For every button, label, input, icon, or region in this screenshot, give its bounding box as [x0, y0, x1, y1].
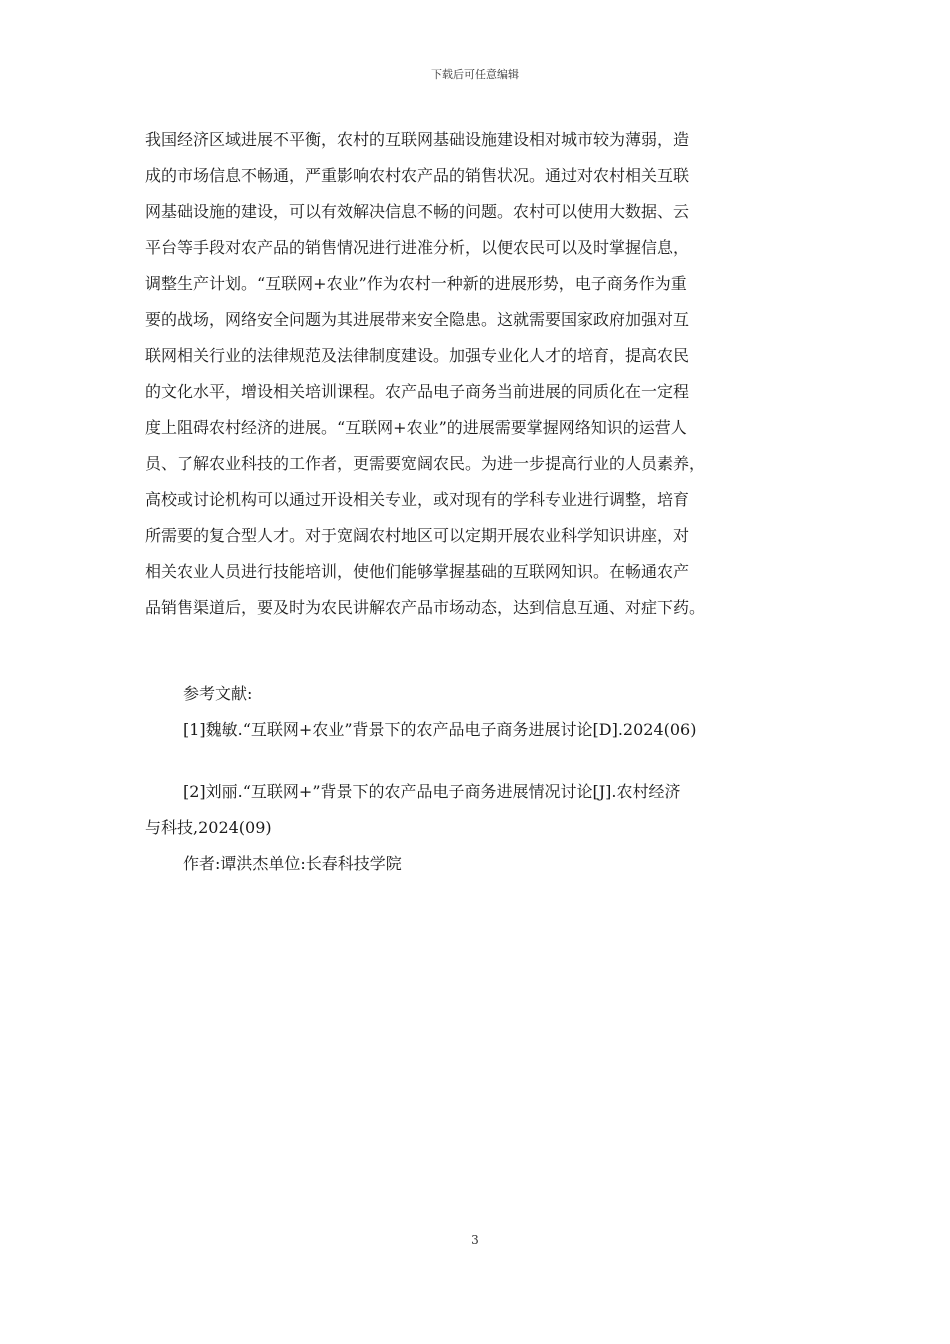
reference-item-2-line-1: [2]刘丽.“互联网+”背景下的农产品电子商务进展情况讨论[J].农村经济 — [183, 782, 681, 801]
body-line: 调整生产计划。“互联网+农业”作为农村一种新的进展形势，电子商务作为重 — [145, 274, 687, 293]
references-heading: 参考文献: — [183, 684, 253, 703]
reference-spacer — [145, 748, 805, 774]
body-line: 度上阻碍农村经济的进展。“互联网+农业”的进展需要掌握网络知识的运营人 — [145, 418, 687, 437]
body-line: 平台等手段对农产品的销售情况进行进准分析，以便农民可以及时掌握信息， — [145, 238, 690, 257]
references-section — [145, 676, 805, 882]
page-number: 3 — [471, 1233, 479, 1247]
body-line: 的文化水平，增设相关培训课程。农产品电子商务当前进展的同质化在一定程 — [145, 382, 690, 401]
reference-item-2-line-2: 与科技,2024(09) — [145, 818, 272, 837]
body-line: 相关农业人员进行技能培训，使他们能够掌握基础的互联网知识。在畅通农产 — [145, 562, 690, 581]
body-line: 网基础设施的建设，可以有效解决信息不畅的问题。农村可以使用大数据、云 — [145, 202, 690, 221]
page-header-note: 下载后可任意编辑 — [431, 68, 519, 81]
body-paragraph — [145, 122, 805, 626]
body-line: 要的战场，网络安全问题为其进展带来安全隐患。这就需要国家政府加强对互 — [145, 310, 690, 329]
body-line: 所需要的复合型人才。对于宽阔农村地区可以定期开展农业科学知识讲座，对 — [145, 526, 690, 545]
body-line: 员、了解农业科技的工作者，更需要宽阔农民。为进一步提高行业的人员素养， — [145, 454, 706, 473]
body-line: 品销售渠道后，要及时为农民讲解农产品市场动态，达到信息互通、对症下药。 — [145, 598, 706, 617]
body-line: 联网相关行业的法律规范及法律制度建设。加强专业化人才的培育，提高农民 — [145, 346, 690, 365]
reference-item-1: [1]魏敏.“互联网+农业”背景下的农产品电子商务进展讨论[D].2024(06) — [183, 720, 697, 739]
body-line: 成的市场信息不畅通，严重影响农村农产品的销售状况。通过对农村相关互联 — [145, 166, 690, 185]
body-line: 我国经济区域进展不平衡，农村的互联网基础设施建设相对城市较为薄弱，造 — [145, 130, 690, 149]
body-line: 高校或讨论机构可以通过开设相关专业，或对现有的学科专业进行调整，培育 — [145, 490, 690, 509]
author-info: 作者:谭洪杰单位:长春科技学院 — [183, 854, 402, 873]
